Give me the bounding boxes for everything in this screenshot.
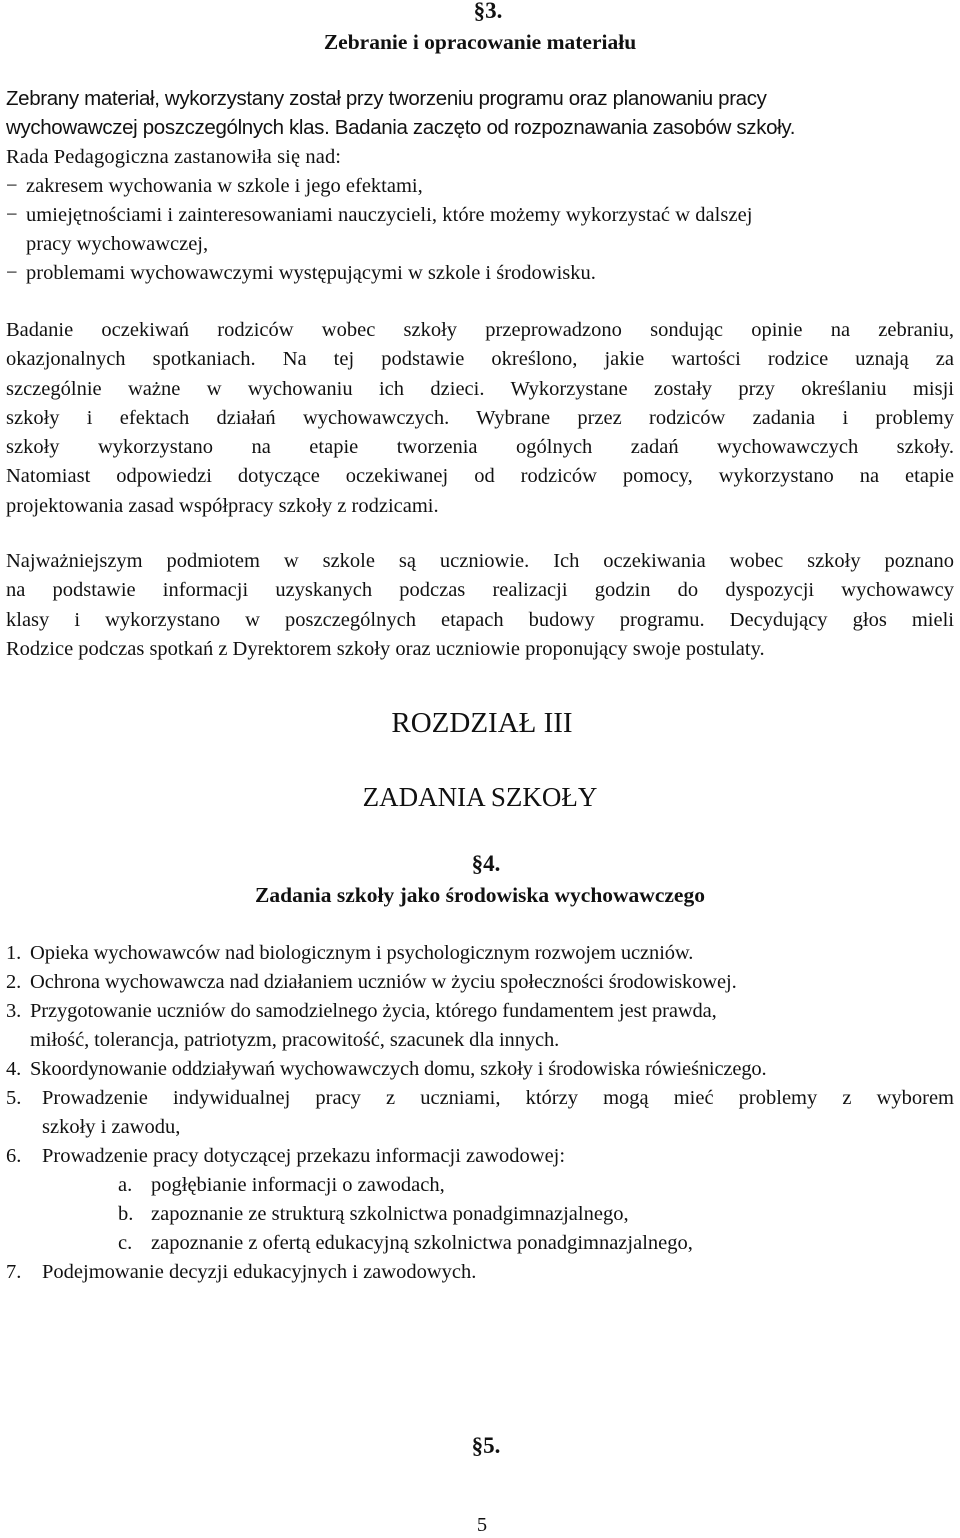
task-item — [6, 1026, 559, 1055]
para2-line: Badanie oczekiwań rodziców wobec szkoły przeprowadzono sondując opinie na zebraniu, — [6, 319, 954, 341]
para2 — [6, 316, 954, 521]
bullet-item — [6, 259, 596, 288]
subtask-item — [118, 1171, 445, 1200]
dash-marker: − — [6, 204, 18, 226]
task-text: szkoły i zawodu, — [42, 1116, 181, 1138]
chapter-title: ROZDZIAŁ III — [391, 707, 573, 739]
para2-line: szkoły wykorzystano na etapie tworzenia ogólnych zadań wychowawczych szkoły. — [6, 436, 954, 459]
subtask-item — [118, 1229, 693, 1258]
para2-line: szkoły i efektach działań wychowawczych. Wybrane przez rodziców zadania i problemy — [6, 406, 954, 429]
task-number: 5. — [6, 1087, 22, 1109]
task-text: Opieka wychowawców nad biologicznym i psychologicznym rozwojem uczniów. — [30, 942, 694, 964]
subtask-text: pogłębianie informacji o zawodach, — [151, 1174, 445, 1196]
task-number: 7. — [6, 1261, 22, 1283]
para3 — [6, 547, 954, 664]
chapter-subtitle: ZADANIA SZKOŁY — [362, 782, 598, 812]
task-text: Prowadzenie indywidualnej pracy z uczniami, którzy mogą mieć problemy z wyborem — [42, 1087, 954, 1109]
page-number: 5 — [476, 1514, 488, 1536]
subtask-letter: b. — [118, 1203, 134, 1225]
task-text: miłość, tolerancja, patriotyzm, pracowitość, szacunek dla innych. — [30, 1029, 560, 1051]
bullet-text: zakresem wychowania w szkole i jego efektami, — [26, 175, 423, 197]
task-text: Przygotowanie uczniów do samodzielnego życia, którego fundamentem jest prawda, — [30, 1000, 717, 1022]
task-text: Ochrona wychowawcza nad działaniem uczniów w życiu społeczności środowiskowej. — [30, 971, 737, 993]
section-3-number: §3. — [473, 0, 503, 23]
task-text: Skoordynowanie oddziaływań wychowawczych domu, szkoły i środowiska rówieśniczego. — [30, 1058, 767, 1080]
bullet-item — [6, 201, 753, 230]
bullet-text: pracy wychowawczej, — [26, 233, 209, 255]
task-text: Prowadzenie pracy dotyczącej przekazu informacji zawodowej: — [42, 1145, 566, 1167]
task-text: Podejmowanie decyzji edukacyjnych i zawodowych. — [42, 1261, 477, 1283]
para2-line: Natomiast odpowiedzi dotyczące oczekiwanej od rodziców pomocy, wykorzystano na etapie — [6, 465, 954, 488]
section-4-number: §4. — [471, 851, 501, 876]
section-4-title: Zadania szkoły jako środowiska wychowawczego — [255, 883, 705, 907]
para3-line: klasy i wykorzystano w poszczególnych etapach budowy programu. Decydujący głos mieli — [6, 608, 954, 631]
subtask-text: zapoznanie z ofertą edukacyjną szkolnictwa ponadgimnazjalnego, — [151, 1232, 693, 1254]
bullet-text: umiejętnościami i zainteresowaniami nauczycieli, które możemy wykorzystać w dalszej — [26, 204, 753, 226]
para2-line: szczególnie ważne w wychowaniu ich dzieci. Wykorzystane zostały przy określaniu misji — [6, 377, 954, 400]
task-number: 1. — [6, 942, 22, 964]
para1-line-2: wychowawczej poszczególnych klas. Badania zaczęto od rozpoznawania zasobów szkoły. — [6, 116, 796, 139]
task-item — [6, 1258, 476, 1287]
subtask-text: zapoznanie ze strukturą szkolnictwa ponadgimnazjalnego, — [151, 1203, 629, 1225]
task-number: 2. — [6, 971, 22, 993]
para2-line: okazjonalnych spotkaniach. Na tej podstawie określono, jakie wartości rodzice uznają za — [6, 348, 954, 371]
task-item — [6, 1084, 954, 1113]
task-item — [6, 939, 693, 968]
subtask-letter: c. — [118, 1232, 133, 1254]
para1-line-3: Rada Pedagogiczna zastanowiła się nad: — [6, 146, 342, 168]
section-5-number: §5. — [471, 1433, 501, 1458]
task-number: 3. — [6, 1000, 22, 1022]
subtask-item — [118, 1200, 629, 1229]
para3-line: na podstawie informacji uzyskanych podczas realizacji godzin do dyspozycji wychowawcy — [6, 579, 954, 602]
dash-marker: − — [6, 175, 18, 197]
section-3-title: Zebranie i opracowanie materiału — [323, 30, 637, 54]
subtask-letter: a. — [118, 1174, 133, 1196]
task-item — [6, 1113, 180, 1142]
task-number: 4. — [6, 1058, 22, 1080]
para2-line: projektowania zasad współpracy szkoły z rodzicami. — [6, 494, 439, 517]
task-number: 6. — [6, 1145, 22, 1167]
bullet-item — [6, 230, 208, 259]
task-item — [6, 968, 737, 997]
task-item — [6, 1055, 767, 1084]
task-item — [6, 997, 717, 1026]
task-item — [6, 1142, 565, 1171]
bullet-item — [6, 172, 423, 201]
para3-line: Najważniejszym podmiotem w szkole są uczniowie. Ich oczekiwania wobec szkoły poznano — [6, 550, 954, 572]
bullet-text: problemami wychowawczymi występującymi w szkole i środowisku. — [26, 262, 596, 284]
para3-line: Rodzice podczas spotkań z Dyrektorem szkoły oraz uczniowie proponujący swoje postulaty. — [6, 637, 765, 660]
dash-marker: − — [6, 262, 18, 284]
para1-line-1: Zebrany materiał, wykorzystany został przy tworzeniu programu oraz planowaniu pracy — [6, 87, 767, 110]
